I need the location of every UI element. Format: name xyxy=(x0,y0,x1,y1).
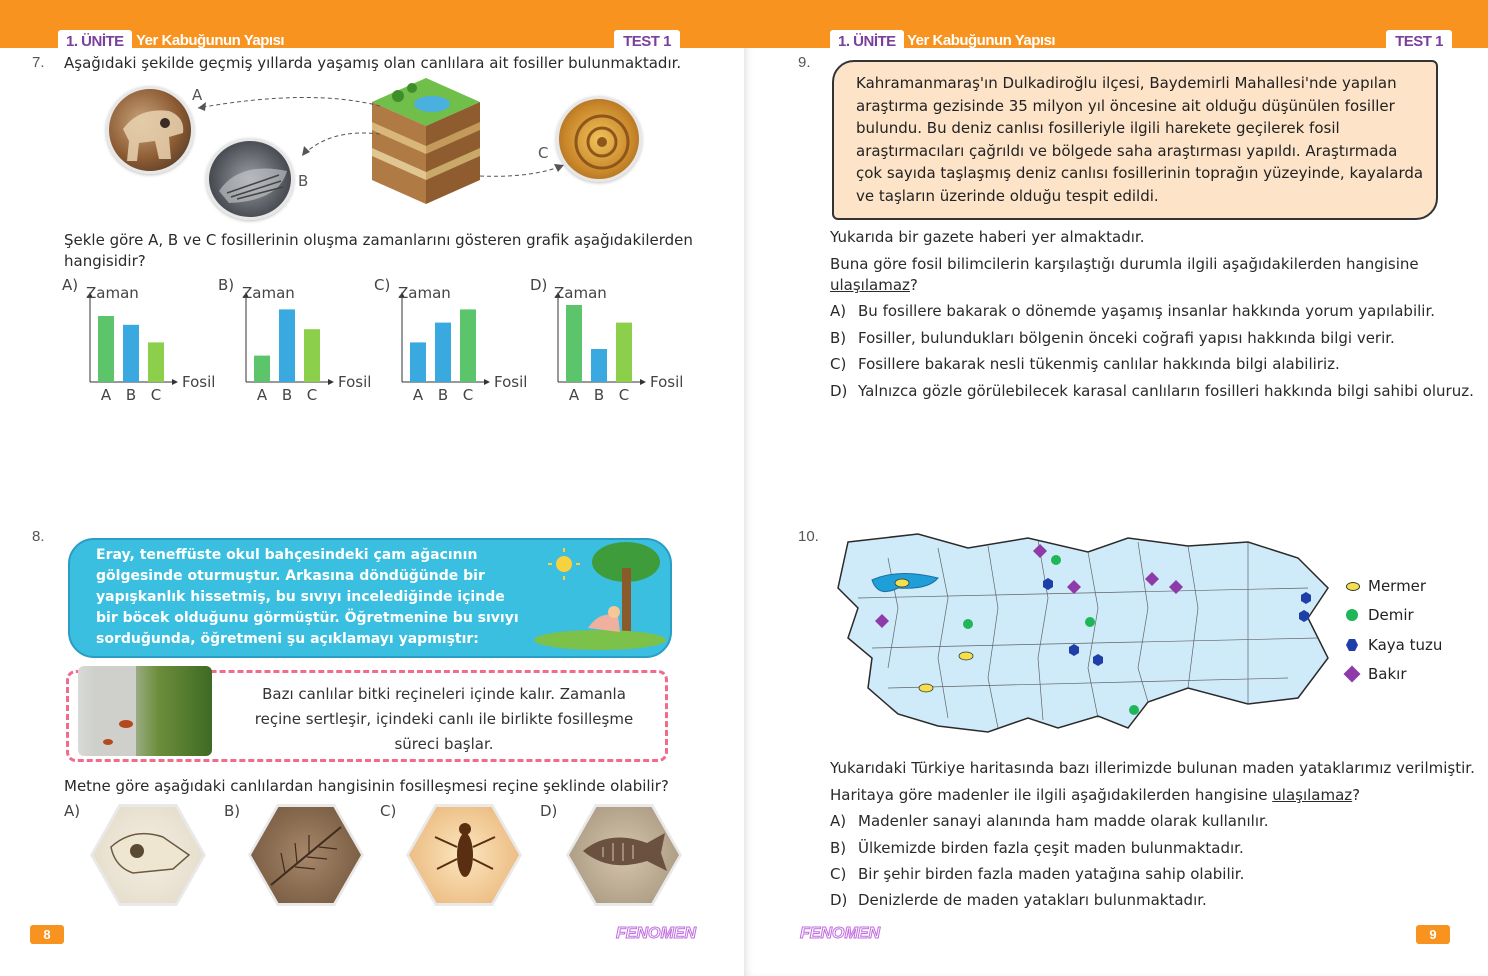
legend-label: Demir xyxy=(1368,606,1414,624)
tick-label: A xyxy=(256,386,268,404)
unit-tab xyxy=(830,30,904,52)
option-text: Fosiller, bulundukları bölgenin önceki coğrafi yapısı hakkında bilgi verir. xyxy=(858,329,1395,347)
question-text: Metne göre aşağıdaki canlılardan hangisinin fosilleşmesi reçine şeklinde olabilir? xyxy=(64,777,669,795)
unit-title: Yer Kabuğunun Yapısı xyxy=(907,32,1056,49)
circle-marker-icon xyxy=(1346,609,1358,621)
bar-a xyxy=(98,316,114,382)
bar-a xyxy=(566,305,582,382)
option-b[interactable] xyxy=(830,329,1395,347)
y-axis-label: Zaman xyxy=(242,284,295,302)
question-text xyxy=(830,785,1452,806)
legend-label: Mermer xyxy=(1368,577,1427,595)
x-axis-arrow xyxy=(640,379,646,385)
y-axis-label: Zaman xyxy=(554,284,607,302)
news-text: Kahramanmaraş'ın Dulkadiroğlu ilçesi, Baydemirli Mahallesi'nde yapılan araştırma gezisinde 35 milyon yıl öncesine ait olduğu düşünülen fosiller bulundu. Bu deniz canlısı fosilleriyle ilgili harekete geçilerek fosil araştırmacıları çağrıldı ve bölgede saha araştırması yapıldı. Araştırmada çok sayıda taşlaşmış deniz canlısı fosillerinin toprağın yüzeyinde, kayalarda ve taşların üzerinde olduğu tespit edildi. xyxy=(856,74,1424,205)
question-intro: Yukarıda bir gazete haberi yer almaktadır. xyxy=(830,228,1145,246)
question-text: Şekle göre A, B ve C fosillerinin oluşma zamanlarını gösteren grafik aşağıdakilerden hangisidir? xyxy=(64,231,693,270)
option-c-key: C) xyxy=(380,802,397,820)
note-text: Bazı canlılar bitki reçineleri içinde kalır. Zamanla reçine sertleşir, içindeki canlı ile birlikte fosilleşme süreci başlar. xyxy=(254,685,634,753)
option-key: B) xyxy=(218,276,235,294)
question-main: Haritaya göre madenler ile ilgili aşağıdakilerden hangisine xyxy=(830,786,1273,804)
question-intro: Yukarıdaki Türkiye haritasında bazı illerimizde bulunan maden yataklarımız verilmiştir. xyxy=(830,759,1475,777)
question-number: 10. xyxy=(798,528,819,545)
story-text: Eray, teneffüste okul bahçesindeki çam ağacının gölgesinde oturmuştur. Arkasına döndüğünde bir yapışkanlık hissetmiş, bu sıvıyı incelediğinde içinde bir böcek olduğunu görmüştür. Öğretmenine bu sıvıyı sorduğunda, öğretmeni şu açıklamayı yapmıştır: xyxy=(96,547,519,647)
option-c[interactable] xyxy=(830,355,1340,373)
question-main: Buna göre fosil bilimcilerin karşılaştığı durumla ilgili aşağıdakilerden hangisine xyxy=(830,255,1419,273)
dinosaur-skull-icon xyxy=(109,89,194,174)
x-axis-label: Fosil xyxy=(338,373,372,391)
resin-tree-photo xyxy=(78,666,212,756)
tick-label: C xyxy=(618,386,630,404)
option-d-key: D) xyxy=(540,802,558,820)
bar-chart xyxy=(530,276,686,406)
option-key: C) xyxy=(830,355,847,373)
diamond-marker-icon xyxy=(1344,666,1361,683)
x-axis-arrow xyxy=(328,379,334,385)
tick-label: B xyxy=(593,386,605,404)
question-text xyxy=(830,254,1452,296)
bar-b xyxy=(591,349,607,382)
bar-chart xyxy=(218,276,374,406)
tick-label: C xyxy=(150,386,162,404)
question-negative: ulaşılamaz xyxy=(1272,786,1353,804)
hexagon-marker-icon xyxy=(1346,639,1358,651)
option-key: A) xyxy=(62,276,79,294)
option-a[interactable] xyxy=(830,302,1435,320)
option-b[interactable] xyxy=(830,839,1244,857)
tree-icon xyxy=(530,536,670,656)
tick-label: A xyxy=(568,386,580,404)
question-prompt: Aşağıdaki şekilde geçmiş yıllarda yaşamış olan canlılara ait fosiller bulunmaktadır. xyxy=(64,54,682,72)
tick-label: A xyxy=(412,386,424,404)
tick-label: A xyxy=(100,386,112,404)
legend-label: Bakır xyxy=(1368,665,1407,683)
unit-tab xyxy=(58,30,132,52)
bar-b xyxy=(435,323,451,382)
bar-chart xyxy=(374,276,530,406)
tree-illustration xyxy=(530,536,670,656)
bar-a xyxy=(410,342,426,382)
x-axis-arrow xyxy=(172,379,178,385)
legend-bakir xyxy=(1346,665,1407,683)
x-axis-label: Fosil xyxy=(494,373,528,391)
option-text: Yalnızca gözle görülebilecek karasal canlıların fosilleri hakkında bilgi sahibi oluruz. xyxy=(858,382,1474,400)
tick-label: B xyxy=(125,386,137,404)
test-label: TEST 1 xyxy=(1386,30,1452,52)
question-negative: ulaşılamaz xyxy=(830,276,910,294)
answer-chart-b[interactable] xyxy=(218,276,374,406)
option-text: Madenler sanayi alanında ham madde olarak kullanılır. xyxy=(858,812,1269,830)
option-text: Fosillere bakarak nesli tükenmiş canlılar hakkında bilgi alabiliriz. xyxy=(858,355,1340,373)
y-axis-label: Zaman xyxy=(398,284,451,302)
tick-label: C xyxy=(462,386,474,404)
brand-logo: FENOMEN xyxy=(800,925,880,942)
option-d[interactable] xyxy=(830,382,1474,400)
question-end: ? xyxy=(1352,786,1361,804)
option-text: Bu fosillere bakarak o dönemde yaşamış insanlar hakkında yorum yapılabilir. xyxy=(858,302,1436,320)
turkey-map xyxy=(828,528,1338,752)
option-key: A) xyxy=(830,302,847,320)
option-key: B) xyxy=(830,329,847,347)
option-key: D) xyxy=(530,276,548,294)
option-key: B) xyxy=(830,839,847,857)
option-key: D) xyxy=(830,891,848,909)
unit-title: Yer Kabuğunun Yapısı xyxy=(136,32,285,49)
question-number: 8. xyxy=(32,528,45,545)
option-key: C) xyxy=(374,276,391,294)
answer-chart-d[interactable] xyxy=(530,276,686,406)
option-c[interactable] xyxy=(830,865,1244,883)
x-axis-label: Fosil xyxy=(650,373,684,391)
x-axis-arrow xyxy=(484,379,490,385)
unit-label: 1. ÜNİTE xyxy=(66,32,124,50)
question-number: 9. xyxy=(798,54,811,71)
unit-label: 1. ÜNİTE xyxy=(838,32,896,50)
legend-label: Kaya tuzu xyxy=(1368,636,1443,654)
answer-chart-a[interactable] xyxy=(62,276,218,406)
bar-c xyxy=(148,342,164,382)
legend-demir xyxy=(1346,606,1414,624)
page-number: 8 xyxy=(30,925,64,944)
tick-label: B xyxy=(437,386,449,404)
option-key: D) xyxy=(830,382,848,400)
connector-arrows xyxy=(190,88,570,188)
option-text: Bir şehir birden fazla maden yatağına sahip olabilir. xyxy=(858,865,1245,883)
answer-chart-c[interactable] xyxy=(374,276,530,406)
y-axis-label: Zaman xyxy=(86,284,139,302)
option-a[interactable] xyxy=(830,812,1269,830)
bar-b xyxy=(279,309,295,382)
option-key: A) xyxy=(830,812,847,830)
legend-mermer xyxy=(1346,577,1426,595)
option-text: Ülkemizde birden fazla çeşit maden bulunmaktadır. xyxy=(858,839,1244,857)
page-number: 9 xyxy=(1416,925,1450,944)
question-number: 7. xyxy=(32,54,45,71)
bar-chart xyxy=(62,276,218,406)
label-b: B xyxy=(298,172,309,190)
bar-b xyxy=(123,325,139,382)
test-label: TEST 1 xyxy=(614,30,680,52)
option-text: Denizlerde de maden yatakları bulunmaktadır. xyxy=(858,891,1207,909)
brand-logo: FENOMEN xyxy=(616,925,696,942)
bar-c xyxy=(460,309,476,382)
option-d[interactable] xyxy=(830,891,1207,909)
bar-c xyxy=(616,323,632,382)
coral-fossil-icon xyxy=(559,99,642,182)
tick-label: B xyxy=(281,386,293,404)
bar-c xyxy=(304,329,320,382)
option-key: C) xyxy=(830,865,847,883)
tree-bark-icon xyxy=(78,666,212,756)
option-a-key: A) xyxy=(64,802,81,820)
label-a: A xyxy=(192,86,203,104)
tick-label: C xyxy=(306,386,318,404)
fossil-a-image xyxy=(106,86,194,174)
x-axis-label: Fosil xyxy=(182,373,216,391)
bar-a xyxy=(254,356,270,382)
oval-marker-icon xyxy=(1346,582,1360,591)
question-end: ? xyxy=(909,276,918,294)
option-b-key: B) xyxy=(224,802,241,820)
label-c: C xyxy=(538,144,549,162)
legend-kaya-tuzu xyxy=(1346,636,1442,654)
